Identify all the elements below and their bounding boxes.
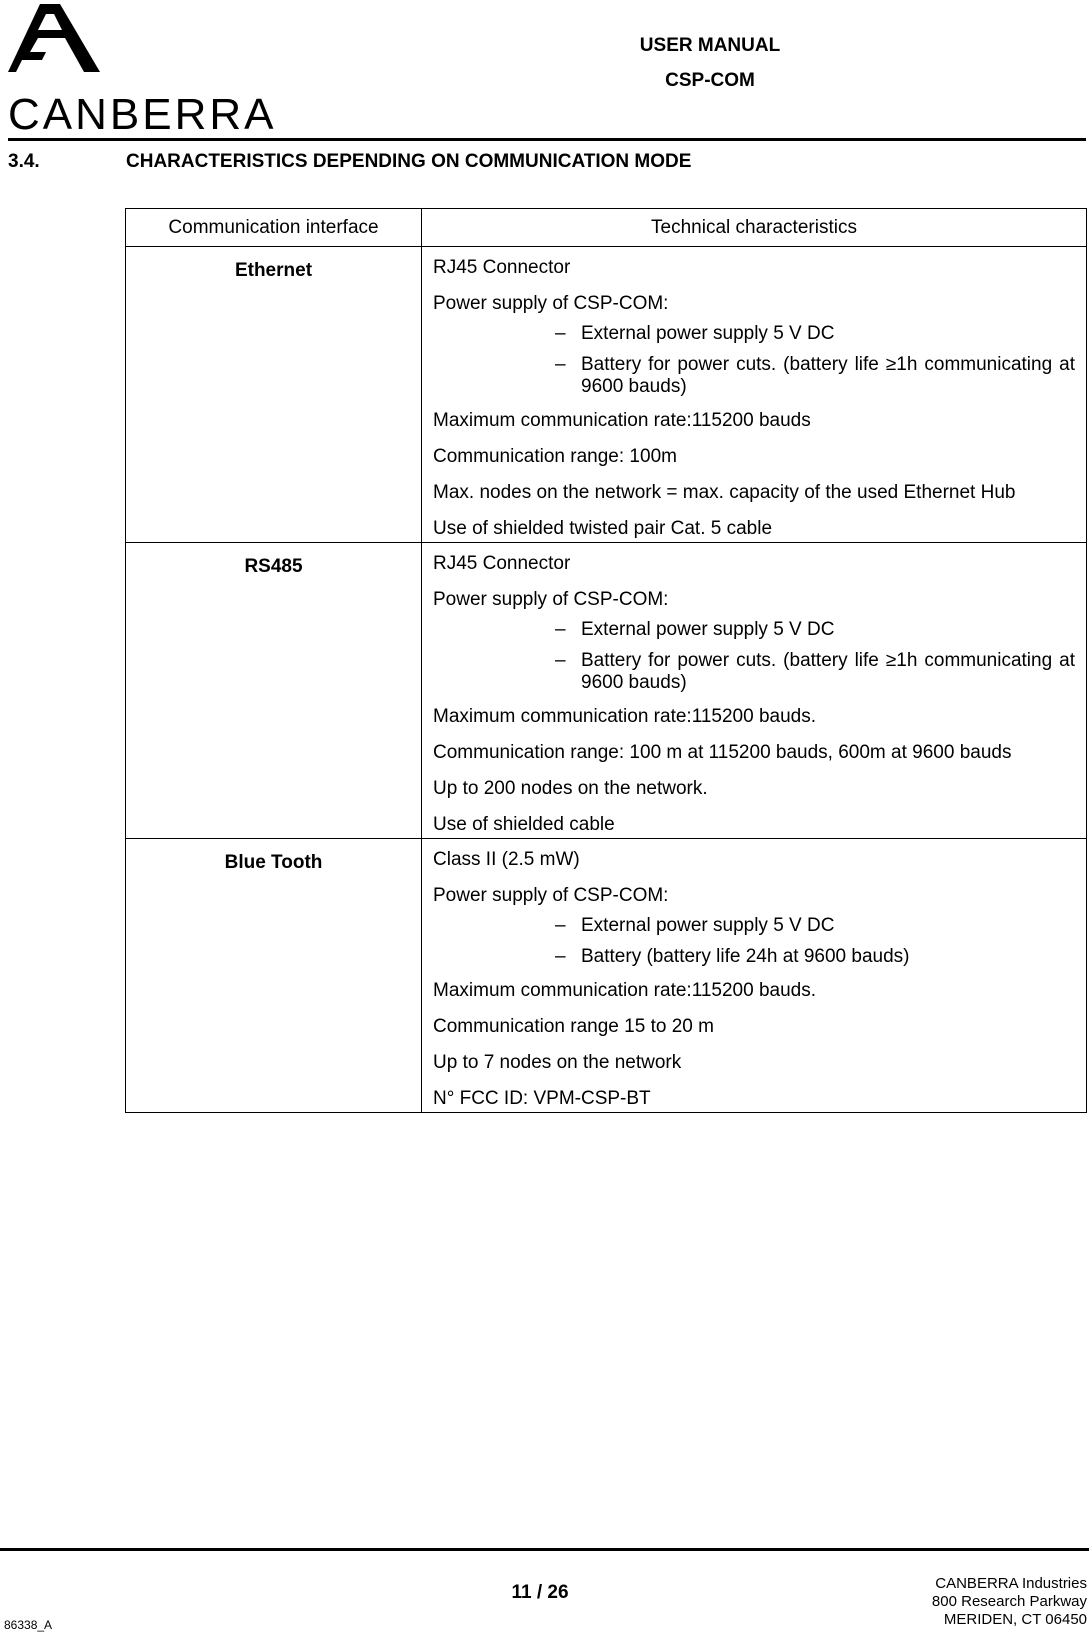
communication-characteristics-table	[125, 208, 1087, 1113]
characteristic-line: Communication range: 100 m at 115200 bauds, 600m at 9600 bauds	[433, 742, 1012, 763]
bullet-text: Battery for power cuts. (battery life ≥1h communicating at 9600 bauds)	[581, 650, 1075, 693]
company-name: CANBERRA Industries	[935, 1575, 1087, 1592]
column-header-characteristics: Technical characteristics	[422, 209, 1087, 247]
bullet-item	[555, 946, 1075, 968]
brand-wordmark: CANBERRA	[8, 90, 277, 139]
bullet-item	[555, 323, 1075, 345]
section-number: 3.4.	[8, 151, 40, 172]
table-header-row	[126, 209, 1087, 247]
characteristic-line: Communication range 15 to 20 m	[433, 1016, 714, 1037]
characteristics-cell	[422, 839, 1087, 1113]
section-title: CHARACTERISTICS DEPENDING ON COMMUNICATION MODE	[126, 151, 692, 172]
product-name: CSP-COM	[665, 70, 755, 91]
bullet-dash: –	[555, 946, 566, 967]
interface-name: RS485	[126, 543, 422, 839]
characteristic-line: Power supply of CSP-COM:	[433, 293, 669, 314]
bullet-dash: –	[555, 323, 566, 344]
characteristic-line: Use of shielded cable	[433, 814, 615, 835]
characteristics-cell	[422, 543, 1087, 839]
characteristic-line: N° FCC ID: VPM-CSP-BT	[433, 1088, 651, 1109]
bullet-dash: –	[555, 619, 566, 640]
company-street: 800 Research Parkway	[931, 1593, 1087, 1610]
characteristic-line: Up to 7 nodes on the network	[433, 1052, 682, 1073]
bullet-item	[555, 915, 1075, 937]
characteristic-line: Class II (2.5 mW)	[433, 849, 580, 870]
table-row	[126, 247, 1087, 543]
bullet-item	[555, 650, 1075, 694]
characteristic-line: Maximum communication rate:115200 bauds.	[433, 980, 817, 1001]
characteristic-line: RJ45 Connector	[433, 553, 571, 574]
bullet-text: External power supply 5 V DC	[581, 619, 835, 640]
characteristic-line: Power supply of CSP-COM:	[433, 885, 669, 906]
characteristic-line: Communication range: 100m	[433, 446, 677, 467]
characteristic-line: Up to 200 nodes on the network.	[433, 778, 708, 799]
table-row	[126, 543, 1087, 839]
characteristic-line: Max. nodes on the network = max. capacity of the used Ethernet Hub	[433, 482, 1016, 503]
characteristics-cell	[422, 247, 1087, 543]
bullet-item	[555, 354, 1075, 398]
bullet-text: Battery (battery life 24h at 9600 bauds)	[581, 946, 910, 967]
canberra-a-mark-icon	[8, 4, 118, 76]
header-divider	[8, 138, 1086, 141]
characteristic-line: Maximum communication rate:115200 bauds	[433, 410, 811, 431]
interface-name: Ethernet	[126, 247, 422, 543]
page-number: 11 / 26	[511, 1582, 569, 1603]
manual-title: USER MANUAL	[639, 35, 781, 56]
characteristic-line: Maximum communication rate:115200 bauds.	[433, 706, 817, 727]
company-address	[932, 1575, 1087, 1629]
bullet-text: External power supply 5 V DC	[581, 323, 835, 344]
document-id: 86338_A	[4, 1618, 53, 1632]
column-header-interface: Communication interface	[126, 209, 422, 247]
bullet-text: External power supply 5 V DC	[581, 915, 835, 936]
footer-divider	[0, 1548, 1089, 1551]
interface-name: Blue Tooth	[126, 839, 422, 1113]
bullet-dash: –	[555, 650, 566, 671]
table-row	[126, 839, 1087, 1113]
characteristic-line: Use of shielded twisted pair Cat. 5 cable	[433, 518, 773, 539]
bullet-text: Battery for power cuts. (battery life ≥1h communicating at 9600 bauds)	[581, 354, 1075, 397]
canberra-logo	[8, 4, 328, 139]
bullet-dash: –	[555, 354, 566, 375]
company-city: MERIDEN, CT 06450	[943, 1611, 1087, 1628]
characteristic-line: Power supply of CSP-COM:	[433, 589, 669, 610]
bullet-item	[555, 619, 1075, 641]
bullet-dash: –	[555, 915, 566, 936]
characteristic-line: RJ45 Connector	[433, 257, 571, 278]
